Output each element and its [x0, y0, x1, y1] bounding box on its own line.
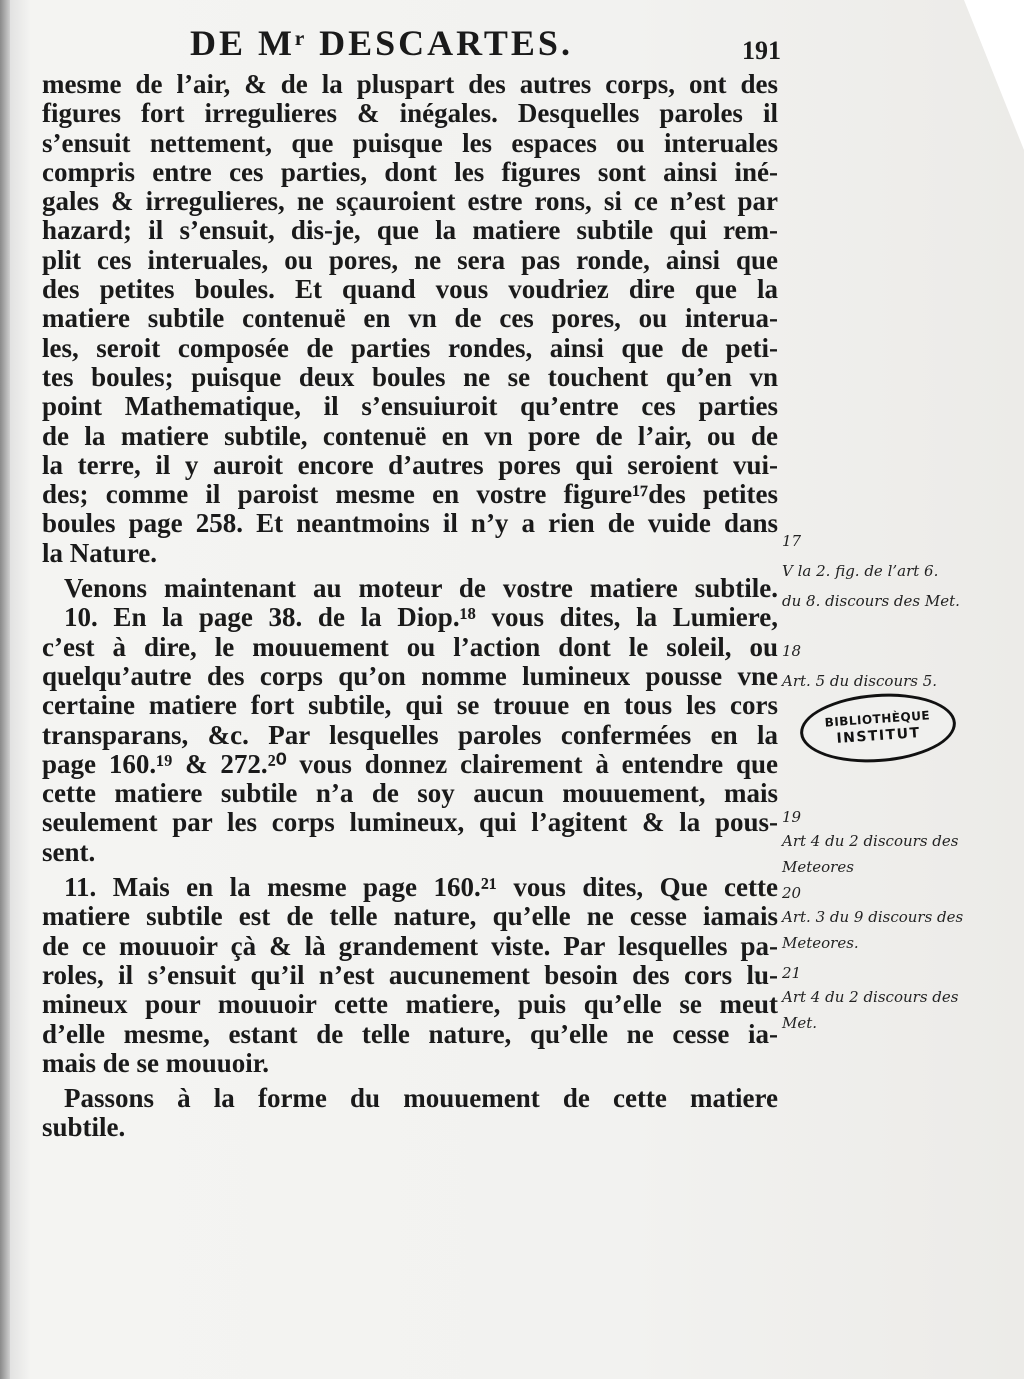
text-line: sent. — [42, 836, 96, 867]
paragraph-start: Passons à la forme du mouuement de cette matiere — [64, 1083, 778, 1114]
text-line: page 160.¹⁹ & 272.²⁰ vous donnez clairement à entendre que — [42, 748, 778, 779]
text-line: la terre, il y auroit encore d’autres pores qui seroient vui- — [42, 449, 778, 480]
margin-note-number: 20 — [782, 884, 802, 902]
text-line: plit ces interuales, ou pores, ne sera pas ronde, ainsi que — [42, 244, 778, 275]
text-line: la Nature. — [42, 537, 157, 568]
margin-note: Art. 5 du discours 5. — [782, 672, 938, 690]
margin-note: Art 4 du 2 discours des — [782, 832, 959, 850]
text-line: c’est à dire, le mouuement ou l’action dont le soleil, ou — [42, 631, 778, 662]
paragraph-start: Venons maintenant au moteur de vostre matiere subtile. — [64, 573, 778, 604]
text-line: certaine matiere fort subtile, qui se trouue en tous les cors — [42, 690, 778, 721]
library-stamp — [798, 689, 958, 768]
torn-corner — [964, 0, 1024, 150]
stamp-line-1: BIBLIOTHÈQUE — [824, 708, 931, 730]
binding-edge — [0, 0, 10, 1379]
margin-note-number: 21 — [782, 964, 802, 982]
margin-note: V la 2. fig. de l’art 6. — [782, 562, 939, 580]
margin-note: Meteores. — [782, 934, 859, 952]
margin-note-number: 19 — [782, 808, 802, 826]
text-line: cette matiere subtile n’a de soy aucun mouuement, mais — [42, 778, 778, 809]
margin-note: Art. 3 du 9 discours des — [782, 908, 964, 926]
body-text — [42, 70, 778, 1143]
text-line: figures fort irregulieres & inégales. Desquelles paroles il — [42, 98, 778, 129]
stamp-line-2: INSTITUT — [835, 725, 922, 747]
text-line: subtile. — [42, 1112, 126, 1143]
paragraph-start: 10. En la page 38. de la Diop.¹⁸ vous dites, la Lumiere, — [64, 602, 778, 633]
text-line: de ce mouuoir çà & là grandement viste. Par lesquelles pa- — [42, 930, 778, 961]
margin-note-number: 18 — [782, 642, 802, 660]
text-line: seulement par les corps lumineux, qui l’agitent & la pous- — [42, 807, 778, 838]
text-line: gales & irregulieres, ne sçauroient estre rons, si ce n’est par — [42, 186, 778, 217]
text-line: quelqu’autre des corps qu’on nomme lumineux pousse vne — [42, 660, 778, 691]
text-line: hazard; il s’ensuit, dis-je, que la matiere subtile qui rem- — [42, 215, 778, 246]
text-line: roles, il s’ensuit qu’il n’est aucunement besoin des cors lu- — [42, 959, 778, 990]
page-number: 191 — [742, 36, 781, 65]
margin-note: Met. — [782, 1014, 818, 1032]
text-line: d’elle mesme, estant de telle nature, qu’elle ne cesse ia- — [42, 1018, 778, 1049]
text-line: tes boules; puisque deux boules ne se touchent qu’en vn — [42, 361, 778, 392]
text-line: des; comme il paroist mesme en vostre figure¹⁷des petites — [42, 479, 778, 510]
text-line: transparans, &c. Par lesquelles paroles confermées en la — [42, 719, 778, 750]
text-line: s’ensuit nettement, que puisque les espaces ou interuales — [42, 127, 778, 158]
text-line: boules page 258. Et neantmoins il n’y a rien de vuide dans — [42, 508, 778, 539]
running-head: DE Mʳ DESCARTES. — [190, 23, 573, 63]
text-line: matiere subtile contenuë en vn de ces pores, ou interua- — [42, 303, 778, 334]
text-line: point Mathematique, il s’ensuiuroit qu’entre ces parties — [42, 391, 778, 422]
text-line: les, seroit composée de parties rondes, ainsi que de peti- — [42, 332, 778, 363]
text-line: de la matiere subtile, contenuë en vn pore de l’air, ou de — [42, 420, 778, 451]
text-line: compris entre ces parties, dont les figures sont ainsi iné- — [42, 156, 778, 187]
margin-note-number: 17 — [782, 532, 802, 550]
text-line: des petites boules. Et quand vous voudriez dire que la — [42, 274, 778, 305]
margin-note: du 8. discours des Met. — [782, 592, 960, 610]
text-line: matiere subtile est de telle nature, qu’elle ne cesse iamais — [42, 901, 778, 932]
margin-note: Art 4 du 2 discours des — [782, 988, 959, 1006]
paragraph-start: 11. Mais en la mesme page 160.²¹ vous dites, Que cette — [64, 872, 778, 903]
text-line: mesme de l’air, & de la pluspart des autres corps, ont des — [42, 69, 778, 99]
text-line: mineux pour mouuoir cette matiere, puis qu’elle se meut — [42, 989, 778, 1020]
text-line: mais de se mouuoir. — [42, 1047, 270, 1078]
margin-note: Meteores — [782, 858, 854, 876]
